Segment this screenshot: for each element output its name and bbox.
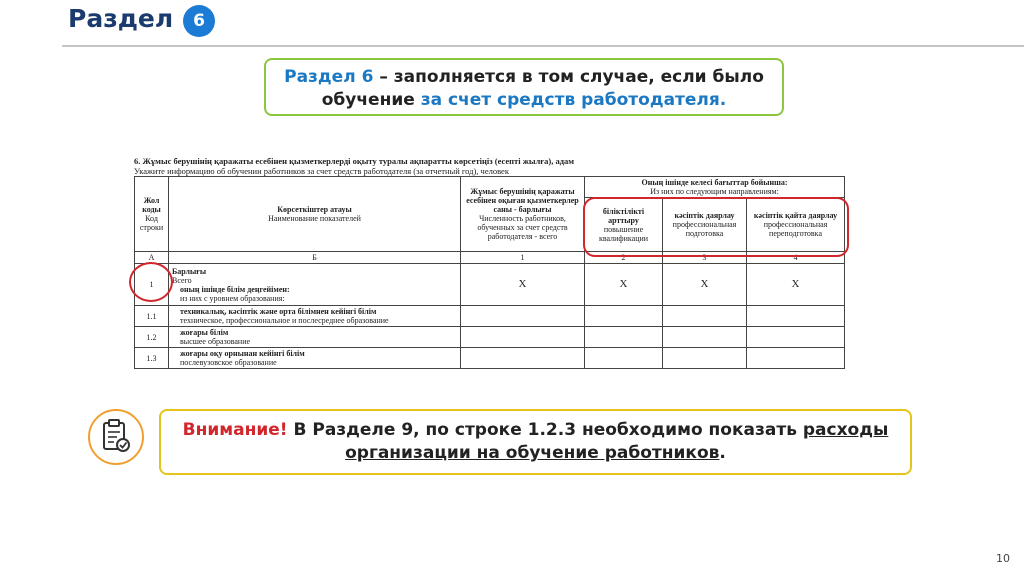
page-title: Раздел [68, 4, 174, 33]
attention-text-2: расходы [802, 420, 889, 440]
table-row: 1.1 техникалық, кәсіптік және орта білімнен кейінгі білім техническое, профессиональное и послесреднее образование [135, 306, 845, 327]
page-number: 10 [996, 552, 1010, 565]
table-row: 1 Барлығы Всего оның ішінде білім деңгейімен: из них с уровнем образования: X X X X [135, 264, 845, 306]
highlight-row-1 [129, 262, 173, 302]
table-row: 1.3 жоғары оқу орнынан кейінгі білім послевузовское образование [135, 348, 845, 369]
header-group: Оның ішінде келесі бағыттар бойынша: Из них по следующим направлениям: [585, 177, 845, 198]
form-heading-kz: 6. Жұмыс берушінің қаражаты есебінен қызметкерлерді оқыту туралы ақпаратты көрсетіңіз (есепті жылға), адам [134, 156, 575, 166]
highlight-directions [583, 197, 849, 257]
header-code: Жол коды Код строки [135, 177, 169, 252]
attention-text-4: . [719, 443, 726, 463]
attention-text-3: организации на обучение работников [345, 443, 720, 463]
header-sub-3: кәсіптік қайта даярлау профессиональная переподготовка [747, 198, 845, 252]
header-divider [62, 45, 1024, 47]
header-total: Жұмыс берушінің қаражаты есебінен оқыған қызметкерлер саны - барлығы Численность работников, обученных за счет средств работодателя - всего [461, 177, 585, 252]
header-sub-2: кәсіптік даярлау профессиональная подготовка [663, 198, 747, 252]
header-sub-1: біліктілікті арттыру повышение квалификации [585, 198, 663, 252]
index-row: А Б 1 2 3 4 [135, 252, 845, 264]
attention-label: Внимание! [182, 420, 288, 440]
clipboard-check-icon [88, 409, 144, 465]
attention-text-1: В Разделе 9, по строке 1.2.3 необходимо показать [287, 420, 803, 440]
info-callout [264, 58, 784, 116]
attention-callout [159, 409, 912, 475]
form-heading-ru: Укажите информацию об обучении работников за счет средств работодателя (за отчетный год), человек [134, 166, 509, 176]
info-text-1: – заполняется в том случае, если было [373, 67, 764, 87]
form-excerpt [134, 156, 846, 369]
table-row: 1.2 жоғары білім высшее образование [135, 327, 845, 348]
header-name: Көрсеткіштер атауы Наименование показателей [169, 177, 461, 252]
section-number-badge: 6 [183, 5, 215, 37]
info-employer-funds: за счет средств работодателя. [420, 90, 727, 110]
info-text-2: обучение [321, 90, 421, 110]
info-section-ref: Раздел 6 [284, 67, 374, 87]
